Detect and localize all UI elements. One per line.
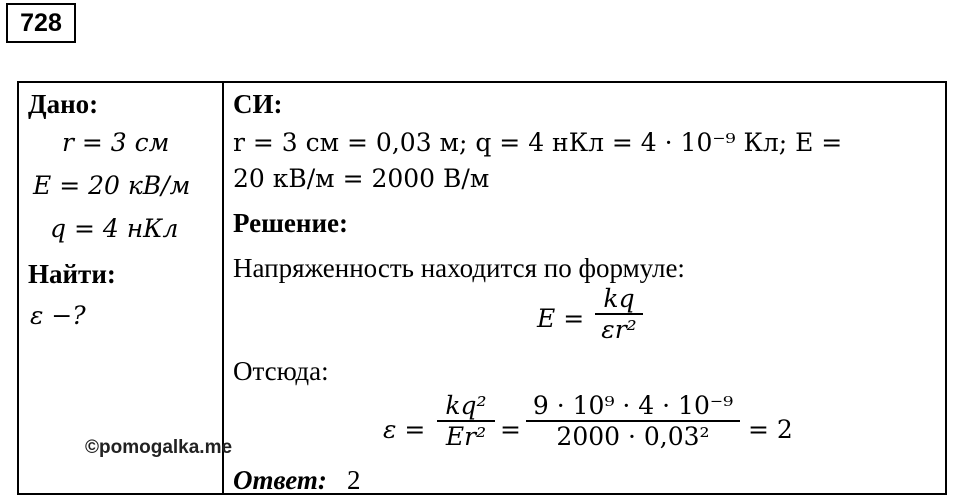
formula1-lhs: E = (537, 304, 585, 333)
given-line-e: E = 20 кВ/м (33, 171, 191, 200)
given-line-q: q = 4 нКл (50, 214, 179, 243)
given-line-r: r = 3 см (62, 128, 170, 157)
watermark: ©pomogalka.me (85, 437, 233, 458)
formula2-lhs: ε = (383, 415, 426, 444)
formula2-equals: = (500, 415, 521, 444)
si-line-1: r = 3 см = 0,03 м; q = 4 нКл = 4 · 10⁻⁹ Кл; E = (233, 128, 843, 157)
formula1-numerator: kq (603, 284, 635, 313)
formula2-fraction-1 (437, 391, 495, 451)
solution-text-2: Отсюда: (233, 356, 329, 386)
si-heading: СИ: (233, 89, 283, 119)
si-line-2: 20 кВ/м = 2000 В/м (233, 164, 490, 193)
find-heading: Найти: (28, 259, 116, 289)
formula2-denominator-2: 2000 · 0,03² (556, 422, 710, 451)
formula2-denominator-1: Er² (445, 422, 487, 451)
answer-value: 2 (347, 465, 361, 495)
given-heading: Дано: (28, 89, 99, 119)
formula2-fraction-2 (526, 391, 740, 451)
find-line: ε −? (30, 301, 86, 330)
formula2-numerator-1: kq² (445, 391, 487, 420)
formula1-denominator: εr² (601, 315, 637, 344)
answer-label: Ответ: (233, 465, 327, 495)
solution-heading: Решение: (233, 208, 348, 238)
formula1-fraction (595, 284, 643, 344)
table-divider (222, 81, 224, 495)
formula2-numerator-2: 9 · 10⁹ · 4 · 10⁻⁹ (532, 391, 734, 420)
formula2-result: = 2 (748, 415, 793, 444)
solution-text-1: Напряженность находится по формуле: (233, 253, 685, 283)
problem-number: 728 (6, 3, 76, 43)
